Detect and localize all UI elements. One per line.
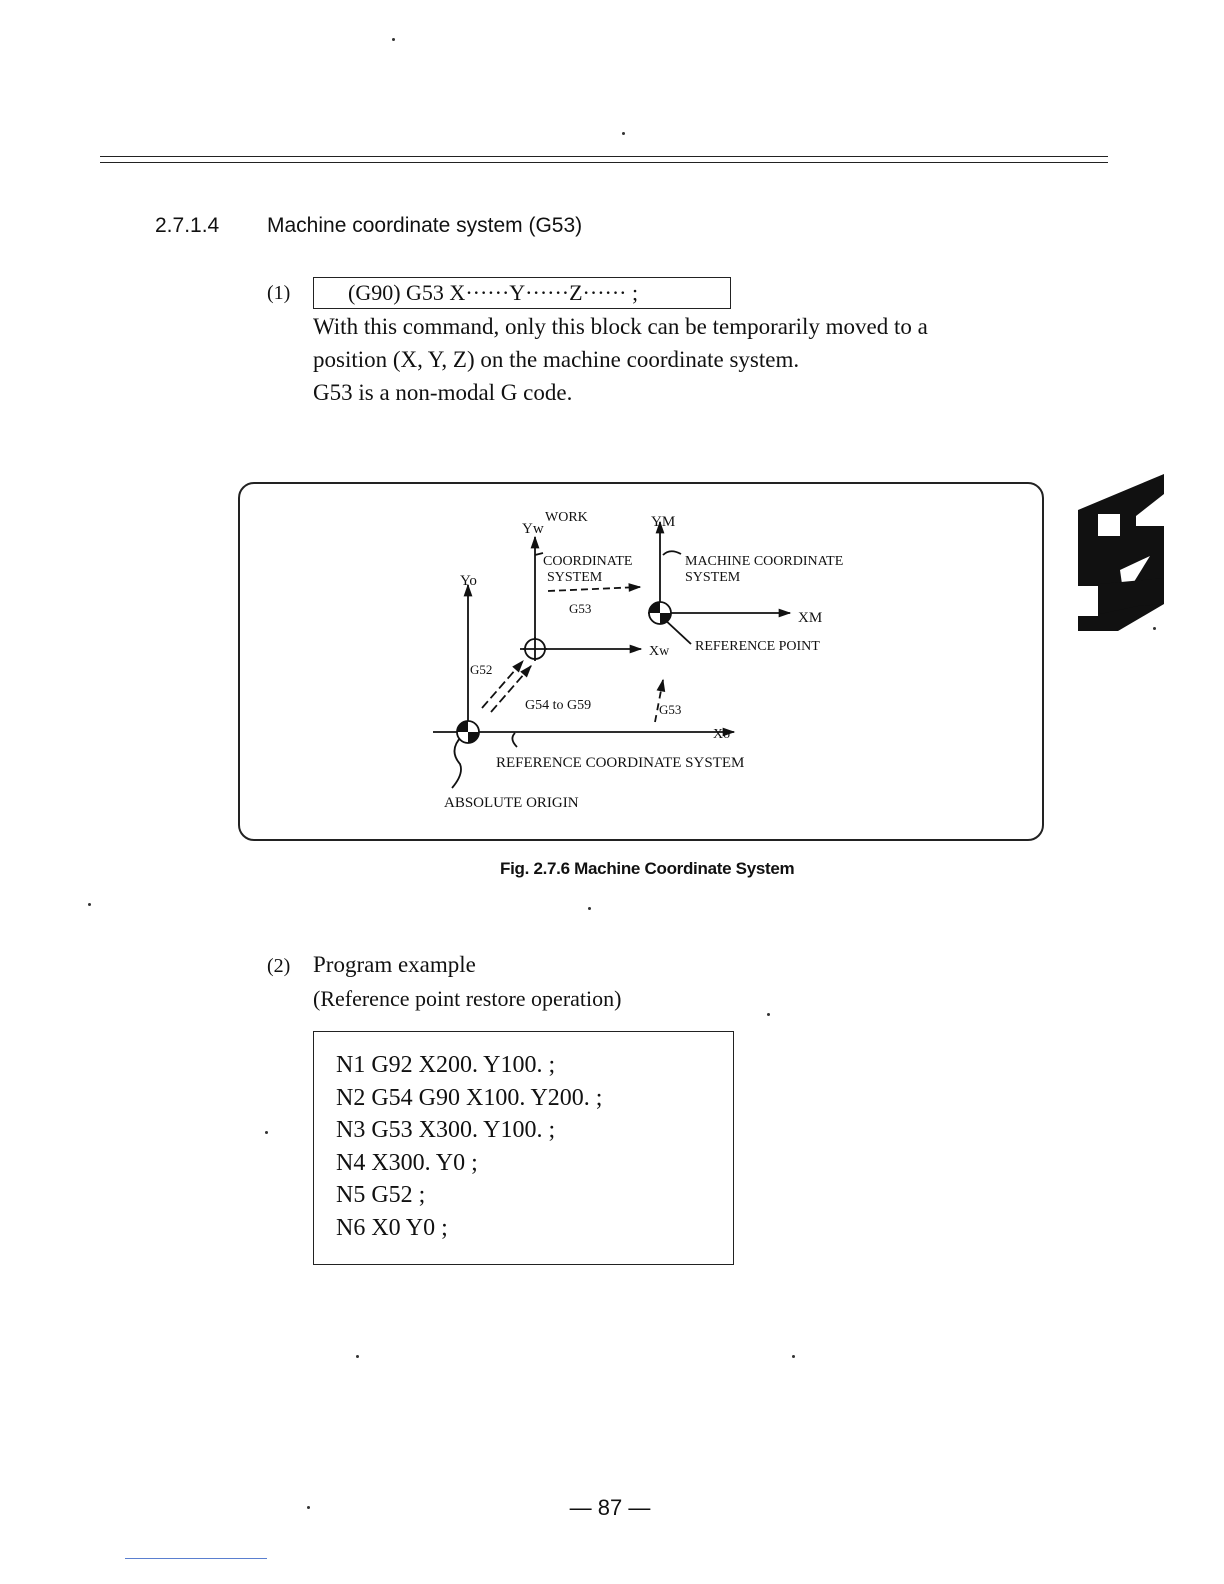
coordinate-system-diagram — [238, 482, 1044, 841]
label-reference-point: REFERENCE POINT — [695, 639, 820, 654]
program-line: N2 G54 G90 X100. Y200. ; — [336, 1084, 603, 1111]
header-rule-bottom — [100, 162, 1108, 163]
label-reference-coordinate-system: REFERENCE COORDINATE SYSTEM — [496, 755, 745, 771]
label-ym: YM — [651, 514, 676, 530]
program-line: N3 G53 X300. Y100. ; — [336, 1117, 556, 1144]
program-title: Program example — [313, 952, 476, 977]
scan-speck — [792, 1355, 795, 1358]
scan-speck — [307, 1506, 310, 1509]
item-1-number: (1) — [267, 282, 291, 304]
description-line-2: position (X, Y, Z) on the machine coordinate system. — [313, 347, 800, 372]
program-line: N5 G52 ; — [336, 1182, 426, 1209]
header-rule-top — [100, 156, 1108, 157]
label-g53-top: G53 — [569, 601, 592, 616]
label-work-3: SYSTEM — [547, 570, 603, 585]
label-xw: Xw — [649, 644, 670, 659]
chapter-tab-2 — [1078, 474, 1168, 634]
leader-abs-origin — [452, 736, 462, 788]
program-line: N4 X300. Y0 ; — [336, 1149, 478, 1176]
scan-speck — [622, 132, 625, 135]
leader-work — [535, 553, 543, 555]
label-g54-to-g59: G54 to G59 — [525, 698, 592, 713]
section-title: Machine coordinate system (G53) — [267, 214, 583, 237]
label-yw: Yw — [522, 521, 544, 537]
label-work-1: WORK — [545, 510, 588, 525]
label-g52: G52 — [470, 662, 493, 677]
label-machine-2: SYSTEM — [685, 570, 741, 585]
footer-rule — [125, 1558, 267, 1559]
command-text: (G90) G53 X······Y······Z······ ; — [348, 280, 639, 305]
program-box — [313, 1031, 734, 1265]
leader-ref-coord — [512, 733, 517, 747]
scan-speck — [88, 903, 91, 906]
figure-caption: Fig. 2.7.6 Machine Coordinate System — [500, 859, 795, 878]
scan-speck — [1153, 627, 1156, 630]
item-2-number: (2) — [267, 955, 291, 977]
section-number: 2.7.1.4 — [155, 214, 220, 237]
page-number: — 87 — — [569, 1495, 651, 1520]
work-origin-symbol — [523, 637, 547, 661]
scan-speck — [265, 1131, 268, 1134]
label-machine-1: MACHINE COORDINATE — [685, 554, 844, 569]
scan-speck — [767, 1013, 770, 1016]
scan-speck — [356, 1355, 359, 1358]
program-line: N6 X0 Y0 ; — [336, 1214, 448, 1241]
label-work-2: COORDINATE — [543, 554, 633, 569]
description-line-1: With this command, only this block can be temporarily moved to a — [313, 314, 928, 339]
program-line: N1 G92 X200. Y100. ; — [336, 1052, 556, 1078]
program-subtitle: (Reference point restore operation) — [313, 986, 622, 1011]
absolute-origin-symbol — [457, 721, 479, 743]
g53-top-arrow — [548, 587, 640, 591]
reference-point-symbol — [649, 602, 671, 624]
label-g53-bottom: G53 — [659, 702, 682, 717]
scan-speck — [588, 907, 591, 910]
label-xo: Xo — [713, 727, 731, 742]
command-box — [313, 277, 731, 309]
label-yo: Yo — [460, 573, 477, 589]
label-absolute-origin: ABSOLUTE ORIGIN — [444, 795, 579, 811]
scan-speck — [392, 38, 395, 41]
leader-machine — [663, 551, 681, 555]
label-xm: XM — [798, 610, 823, 626]
description-line-3: G53 is a non-modal G code. — [313, 380, 573, 405]
